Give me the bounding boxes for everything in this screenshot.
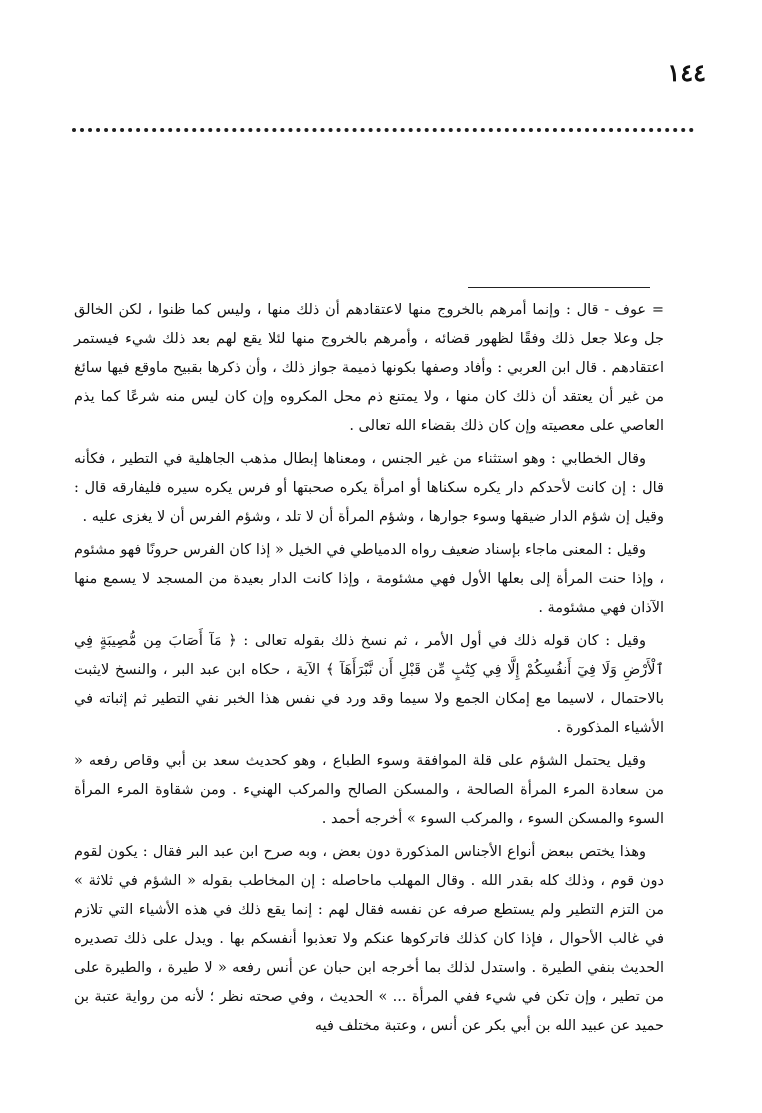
page-number: ١٤٤ (667, 58, 706, 87)
dotted-separator (72, 128, 694, 132)
footnote-paragraph-2: وقال الخطابي : وهو استثناء من غير الجنس ، ومعناها إبطال مذهب الجاهلية في التطير ، فكأنه قال : إن كانت لأحدكم دار يكره سكناها أو امرأة يكره صحبتها أو فرس يكره سيره فليفارقه قال : وقيل إن شؤم الدار ضيقها وسوء جوارها ، وشؤم المرأة أن لا تلد ، وشؤم الفرس أن لا يغزى عليه . (74, 451, 664, 525)
footnote-body (74, 296, 664, 1045)
footnote-rule (468, 287, 650, 288)
footnote-paragraph-6: وهذا يختص ببعض أنواع الأجناس المذكورة دون بعض ، وبه صرح ابن عبد البر فقال : يكون لقوم دون قوم ، وذلك كله بقدر الله . وقال المهلب ماحاصله : إن المخاطب بقوله « الشؤم في ثلاثة » من التزم التطير ولم يستطع صرفه عن نفسه فقال لهم : إنما يقع ذلك في هذه الأشياء التي تلازم في غالب الأحوال ، فإذا كان كذلك فاتركوها عنكم ولا تعذبوا أنفسكم بها . ويدل على ذلك تصديره الحديث بنفي الطيرة . واستدل لذلك بما أخرجه ابن حبان عن أنس رفعه « لا طيرة ، والطيرة على من تطير ، وإن تكن في شيء ففي المرأة ... » الحديث ، وفي صحته نظر ؛ لأنه من رواية عتبة بن حميد عن عبيد الله بن أبي بكر عن أنس ، وعتبة مختلف فيه (74, 844, 664, 1034)
footnote-paragraph-3: وقيل : المعنى ماجاء بإسناد ضعيف رواه الدمياطي في الخيل « إذا كان الفرس حرونًا فهو مشئوم ، وإذا حنت المرأة إلى بعلها الأول فهي مشئومة ، وإذا كانت الدار بعيدة من المسجد لا يسمع منها الآذان فهي مشئومة . (74, 542, 664, 616)
footnote-paragraph-4: وقيل : كان قوله ذلك في أول الأمر ، ثم نسخ ذلك بقوله تعالى : ﴿ مَآ أَصَابَ مِن مُّصِيبَةٍ فِي ٱلْأَرْضِ وَلَا فِيٓ أَنفُسِكُمْ إِلَّا فِي كِتَٰبٍ مِّن قَبْلِ أَن نَّبْرَأَهَآ ﴾ الآية ، حكاه ابن عبد البر ، والنسخ لايثبت بالاحتمال ، لاسيما مع إمكان الجمع ولا سيما وقد ورد في نفس هذا الخبر نفي التطير ثم إثباته في الأشياء المذكورة . (74, 633, 664, 736)
footnote-paragraph-5: وقيل يحتمل الشؤم على قلة الموافقة وسوء الطباع ، وهو كحديث سعد بن أبي وقاص رفعه « من سعادة المرء المرأة الصالحة ، والمسكن الصالح والمركب الهنيء . ومن شقاوة المرء المرأة السوء والمسكن السوء ، والمركب السوء » أخرجه أحمد . (74, 753, 664, 827)
footnote-paragraph-1: = عوف - قال : وإنما أمرهم بالخروج منها لاعتقادهم أن ذلك منها ، وليس كما ظنوا ، لكن الخالق جل وعلا جعل ذلك وفقًا لظهور قضائه ، وأمرهم بالخروج منها لئلا يقع لهم بعد ذلك شيء فيستمر اعتقادهم . قال ابن العربي : وأفاد وصفها بكونها ذميمة جواز ذلك ، وأن ذكرها بقبيح ماوقع فيها سائغ من غير أن يعتقد أن ذلك كان منها ، ولا يمتنع ذم محل المكروه وإن كان ليس منه شرعًا كما يذم العاصي على معصيته وإن كان ذلك بقضاء الله تعالى . (74, 302, 664, 434)
